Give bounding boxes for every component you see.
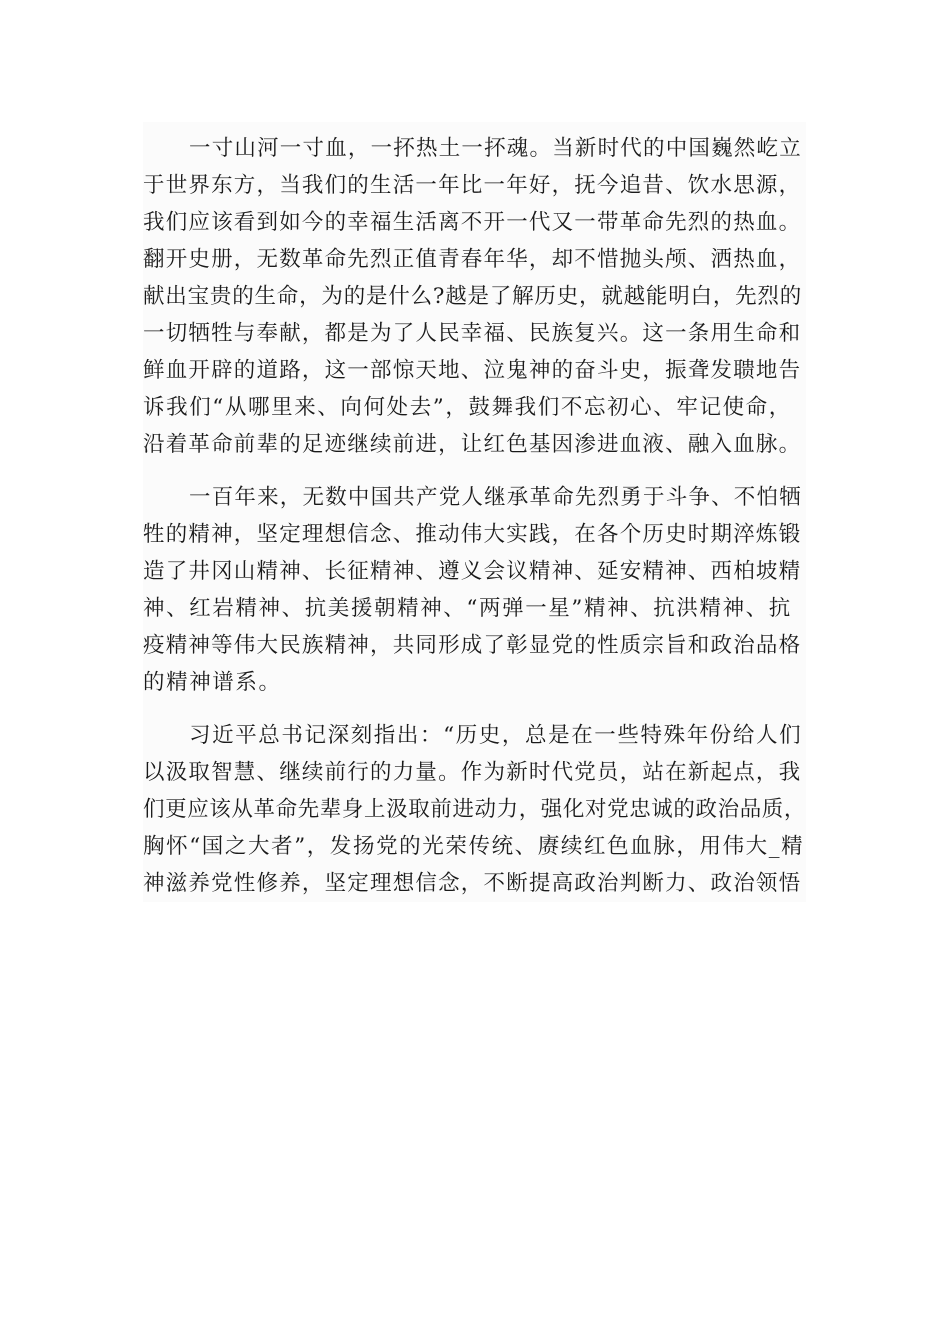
- text-line: 以汲取智慧、继续前行的力量。作为新时代党员，站在新起点，我: [143, 760, 802, 785]
- text-line: 诉我们“从哪里来、向何处去”，鼓舞我们不忘初心、牢记使命，: [143, 395, 792, 420]
- paragraph-3: [143, 717, 806, 902]
- document-body: [143, 122, 806, 902]
- text-line: 鲜血开辟的道路，这一部惊天地、泣鬼神的奋斗史，振聋发聩地告: [143, 358, 802, 383]
- text-line: 造了井冈山精神、长征精神、遵义会议精神、延安精神、西柏坡精: [143, 559, 802, 584]
- text-line: 的精神谱系。: [143, 670, 282, 695]
- text-line: 神、红岩精神、抗美援朝精神、“两弹一星”精神、抗洪精神、抗: [143, 596, 792, 621]
- text-line: 我们应该看到如今的幸福生活离不开一代又一带革命先烈的热血。: [143, 210, 802, 235]
- text-line: 一寸山河一寸血，一抔热土一抔魂。当新时代的中国巍然屹立: [189, 136, 802, 161]
- text-line: 胸怀“国之大者”，发扬党的光荣传统、赓续红色血脉，用伟大_精: [143, 834, 805, 859]
- paragraph-2: [143, 479, 806, 701]
- text-line: 沿着革命前辈的足迹继续前进，让红色基因渗进血液、融入血脉。: [143, 432, 802, 457]
- text-line: 翻开史册，无数革命先烈正值青春年华，却不惜抛头颅、洒热血，: [143, 247, 802, 272]
- text-line: 习近平总书记深刻指出：“历史，总是在一些特殊年份给人们: [189, 723, 803, 748]
- text-line: 神滋养党性修养，坚定理想信念，不断提高政治判断力、政治领悟: [143, 871, 802, 896]
- text-line: 一切牺牲与奉献，都是为了人民幸福、民族复兴。这一条用生命和: [143, 321, 802, 346]
- text-line: 于世界东方，当我们的生活一年比一年好，抚今追昔、饮水思源，: [143, 173, 802, 198]
- paragraph-gap: [143, 463, 806, 479]
- paragraph-1: [143, 130, 806, 463]
- paragraph-gap: [143, 701, 806, 717]
- text-line: 们更应该从革命先辈身上汲取前进动力，强化对党忠诚的政治品质，: [143, 797, 806, 822]
- text-line: 一百年来，无数中国共产党人继承革命先烈勇于斗争、不怕牺: [189, 485, 802, 510]
- text-line: 疫精神等伟大民族精神，共同形成了彰显党的性质宗旨和政治品格: [143, 633, 802, 658]
- text-line: 献出宝贵的生命，为的是什么?越是了解历史，就越能明白，先烈的: [143, 284, 803, 309]
- text-line: 牲的精神，坚定理想信念、推动伟大实践，在各个历史时期淬炼锻: [143, 522, 802, 547]
